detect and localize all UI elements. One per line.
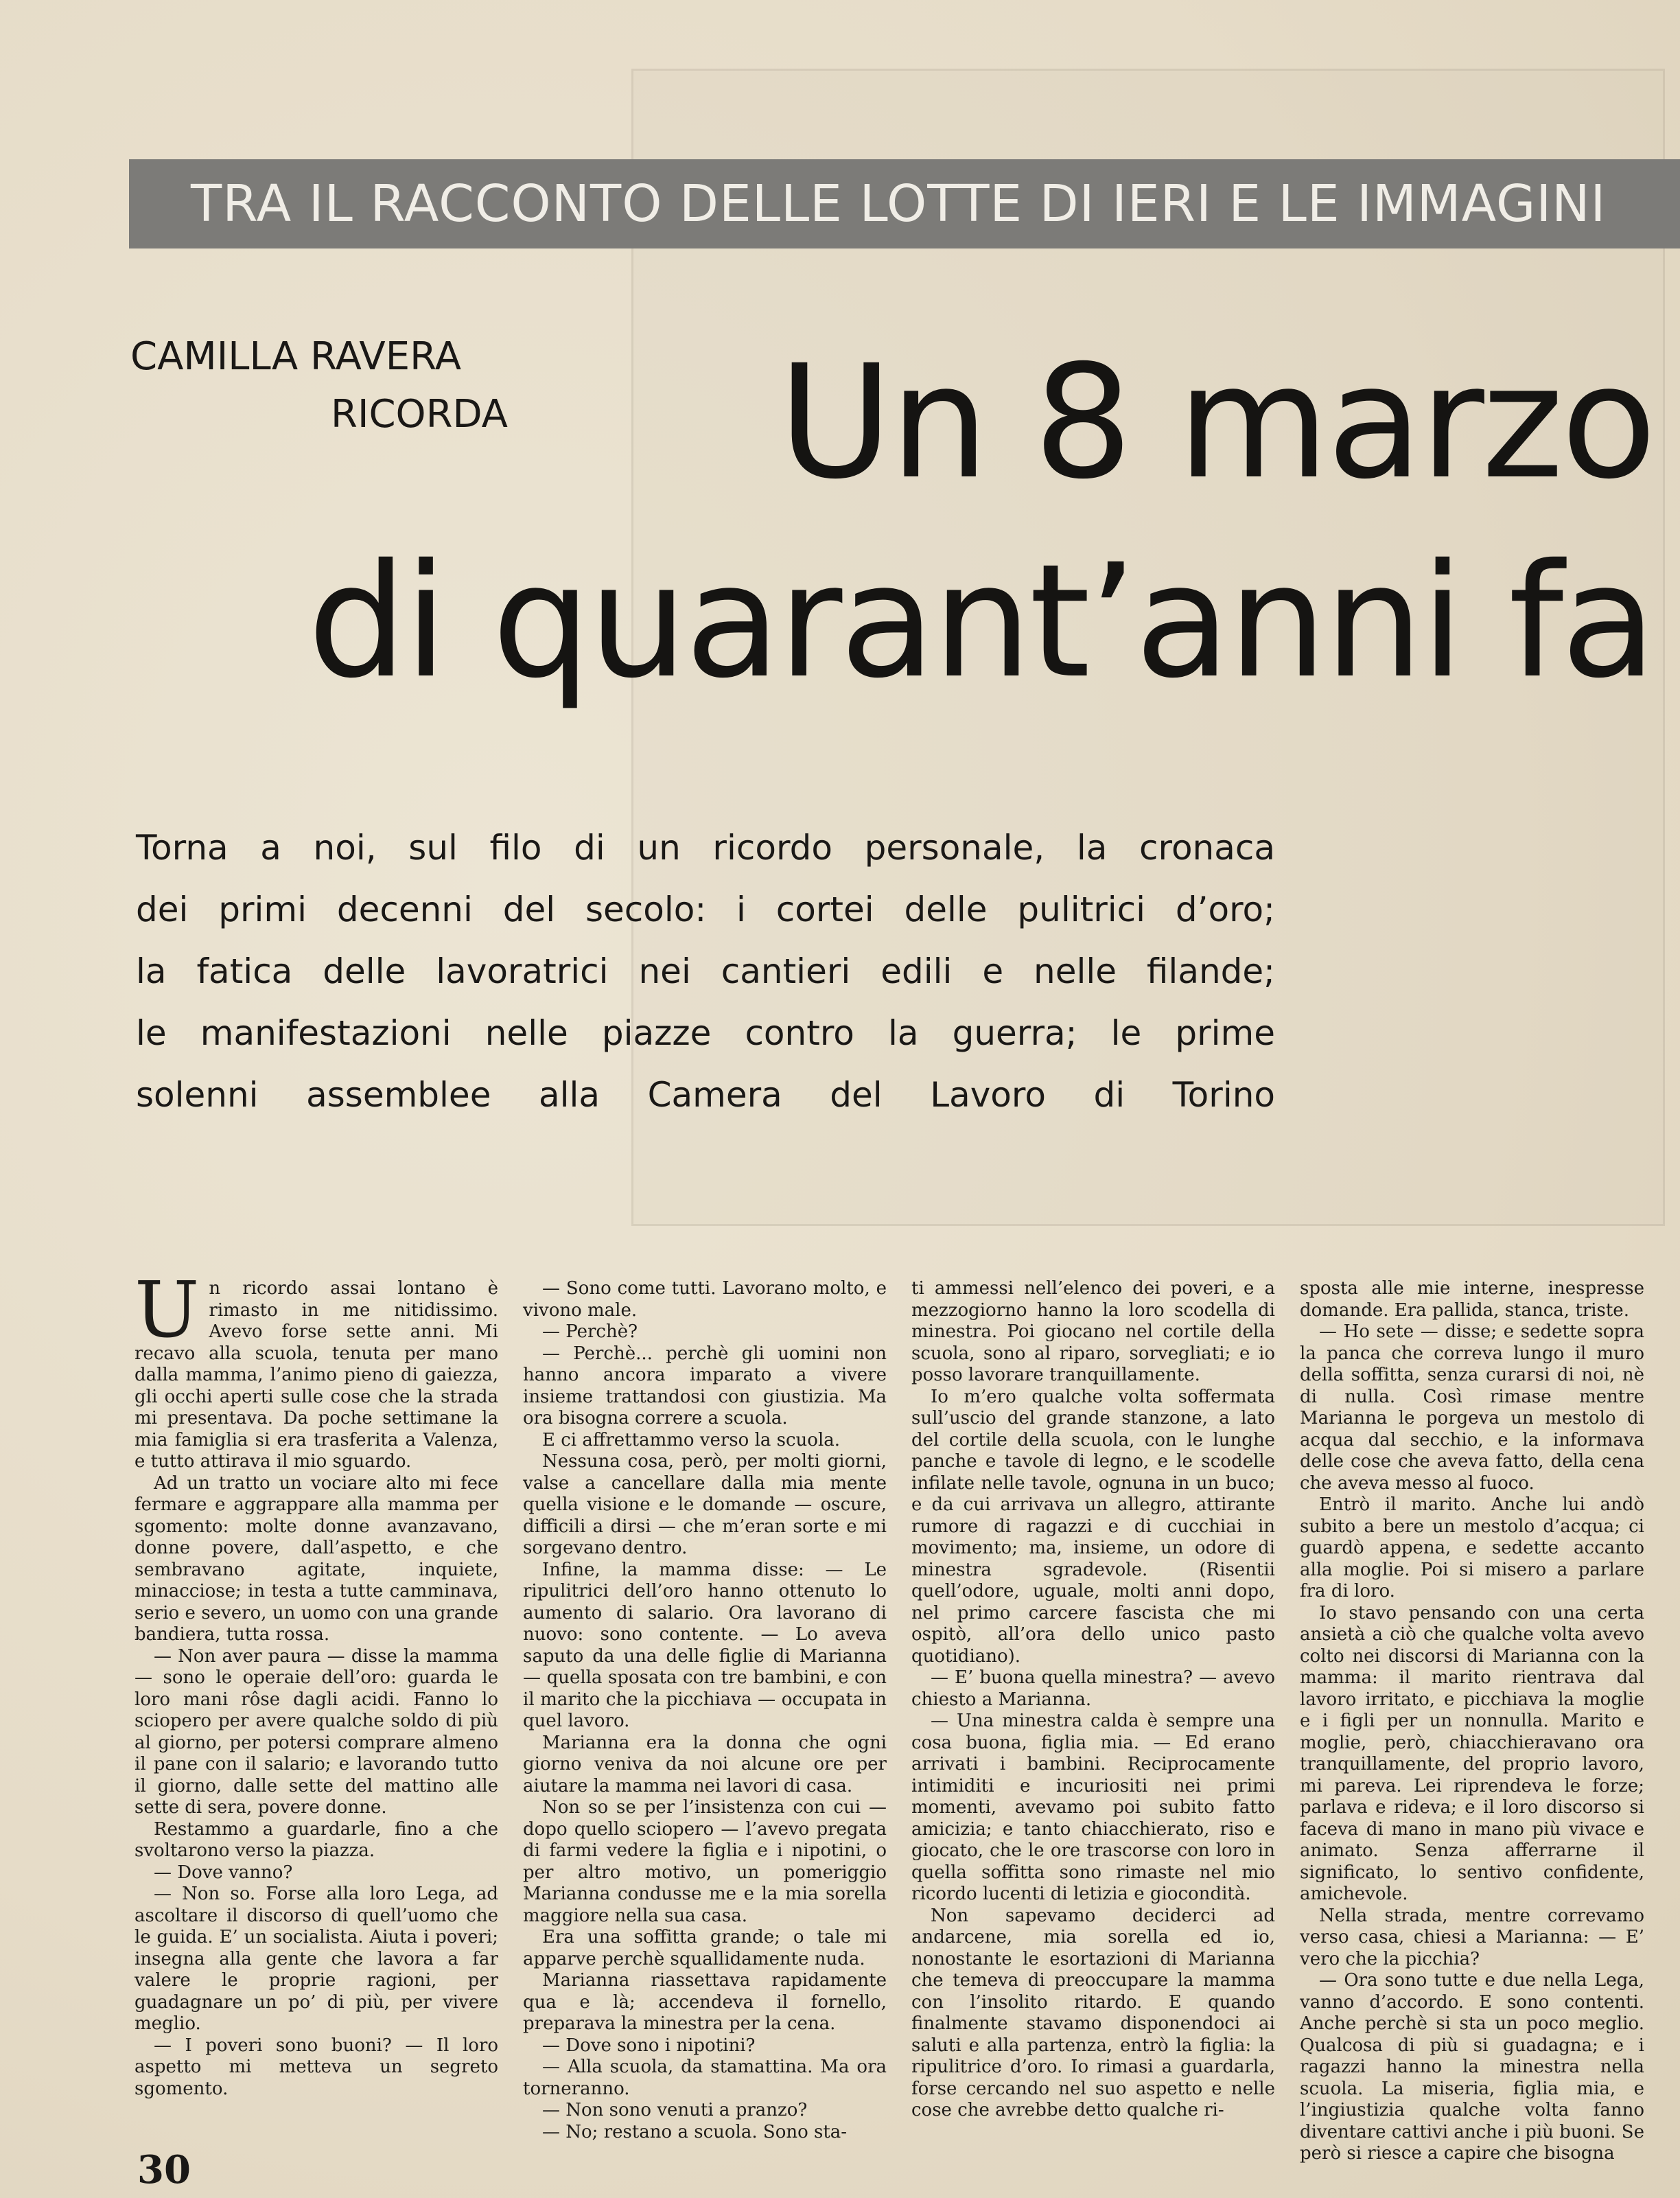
paragraph: Io m’ero qualche volta soffermata sull’uscio del grande stanzone, a lato del cortile della scuola, con le lunghe panche e tavole di legno, e le scodelle infilate nelle tavole, ognuna in un buco; e da cui arrivava un allegro, attirante rumore di ragazzi e di cucchiai in movimento; ma, insieme, un odore di minestra sgradevole. (Risentii quell’odore, uguale, molti anni dopo, nel primo carcere fascista che mi ospitò, all’ora dello unico pasto quotidiano). [911,1386,1275,1667]
subtitle-line: solenni assemblee alla Camera del Lavoro di Torino [136,1075,1275,1115]
paragraph: — Dove sono i nipotini? [542,2035,756,2056]
paragraph: Nessuna cosa, però, per molti giorni, valse a cancellare dalla mia mente quella visione e le domande — oscure, difficili a dirsi — che m’eran sorte e mi sorgevano dentro. [523,1451,887,1558]
paragraph: Marianna era la donna che ogni giorno veniva da noi alcune ore per aiutare la mamma nei lavori di casa. [523,1732,887,1796]
paragraph: Ad un tratto un vociare alto mi fece fermare e aggrappare alla mamma per sgomento: molte donne avanzavano, donne povere, dall’aspetto, e che sembravano agitate, inquiete, minacciose; in testa a tutte camminava, serio e severo, un uomo con una grande bandiera, tutta rossa. [135,1472,498,1645]
subtitle-line: la fatica delle lavoratrici nei cantieri edili e nelle filande; [136,951,1275,991]
subtitle [136,817,1275,1126]
paragraph: Io stavo pensando con una certa ansietà a ciò che qualche volta avevo colto nei discorsi di Marianna con la mamma: il marito rientrava dal lavoro irritato, e picchiava la moglie e i figli per un nonnulla. Marito e moglie, però, chiacchieravano ora tranquillamente, del proprio lavoro, mi pareva. Lei riprendeva le forze; parlava e rideva; e il loro discorso si faceva di mano in mano più vivace e animato. Senza afferrarne il significato, lo sentivo confidente, amichevole. [1300,1602,1644,1904]
paragraph: — Alla scuola, da stamattina. Ma ora torneranno. [523,2057,887,2099]
paragraph: Nella strada, mentre correvamo verso casa, chiesi a Marianna: — E’ vero che la picchia? [1300,1905,1644,1969]
paragraph: — Dove vanno? [154,1862,293,1883]
headline [307,323,1654,721]
article-column-2 [523,1278,887,2143]
headline-line-1: Un 8 marzo [778,331,1654,513]
paragraph-text: n ricordo assai lontano è rimasto in me nitidissimo. Avevo forse sette anni. Mi recavo alla scuola, tenuta per mano dalla mamma, l’animo pieno di gaiezza, gli occhi aperti sulle cose che la strada mi presentava. Da poche settimane la mia famiglia si era trasferita a Valenza, e tutto attirava il mio sguardo. [135,1278,498,1472]
paragraph: sposta alle mie interne, inespresse domande. Era pallida, stanca, triste. [1300,1278,1644,1321]
section-banner: TRA IL RACCONTO DELLE LOTTE DI IERI E LE IMMAGINI [129,159,1680,248]
paragraph: — Sono come tutti. Lavorano molto, e vivono male. [523,1278,887,1321]
paragraph: — Non so. Forse alla loro Lega, ad ascoltare il discorso di quell’uomo che le guida. E’ un socialista. Aiuta i poveri; insegna alla gente che lavora a far valere le proprie ragioni, per guadagnare un po’ di più, per vivere meglio. [135,1884,498,2034]
page-number: 30 [137,2147,191,2193]
paragraph: Non so se per l’insistenza con cui — dopo quello sciopero — l’avevo pregata di farmi vedere la figlia e i nipotini, o per altro motivo, un pomeriggio Marianna condusse me e la mia sorella maggiore nella sua casa. [523,1797,887,1926]
paragraph: — Non sono venuti a pranzo? [542,2100,808,2120]
paragraph: — Ho sete — disse; e sedette sopra la panca che correva lungo il muro della soffitta, senza curarsi di noi, nè di nulla. Così rimase mentre Marianna le porgeva un mestolo di acqua dal secchio, e la informava delle cose che aveva fatto, della cena che aveva messo al fuoco. [1300,1321,1644,1494]
article-body [135,1266,1644,2164]
paragraph: Restammo a guardarle, fino a che svoltarono verso la piazza. [135,1818,498,1861]
paragraph: Non sapevamo deciderci ad andarcene, mia sorella ed io, nonostante le esortazioni di Marianna che temeva di preoccupare la mamma con l’insolito ritardo. E quando finalmente stavamo disponendoci ai saluti e alla partenza, entrò la figlia: la ripulitrice d’oro. Io rimasi a guardarla, forse cercando nel suo aspetto e nelle cose che avrebbe detto qualche ri- [911,1905,1275,2120]
headline-line-2: di quarant’anni fa [307,530,1654,713]
paragraph: E ci affrettammo verso la scuola. [542,1429,841,1450]
paragraph: Marianna riassettava rapidamente qua e là; accendeva il fornello, preparava la minestra per la cena. [523,1970,887,2034]
paragraph: — Non aver paura — disse la mamma — sono le operaie dell’oro: guarda le loro mani rôse dagli acidi. Fanno lo sciopero per avere qualche soldo di più al giorno, per potersi comprare almeno il pane con il salario; e lavorando tutto il giorno, dalle sette del mattino alle sette di sera, povere donne. [135,1645,498,1818]
paragraph: Infine, la mamma disse: — Le ripulitrici dell’oro hanno ottenuto lo aumento di salario. Ora lavorano di nuovo: sono contente. — Lo aveva saputo da una delle figlie di Marianna — quella sposata con tre bambini, e con il marito che la picchiava — occupata in quel lavoro. [523,1559,887,1731]
subtitle-line: Torna a noi, sul filo di un ricordo personale, la cronaca [136,828,1275,868]
article-column-3 [911,1278,1275,2122]
paragraph: — I poveri sono buoni? — Il loro aspetto mi metteva un segreto sgomento. [135,2035,498,2099]
paragraph: ti ammessi nell’elenco dei poveri, e a mezzogiorno hanno la loro scodella di minestra. Poi giocano nel cortile della scuola, sono al riparo, sorvegliati; e io posso lavorare tranquillamente. [911,1278,1275,1385]
paragraph: — E’ buona quella minestra? — avevo chiesto a Marianna. [911,1667,1275,1710]
article-column-4 [1300,1278,1644,2165]
paragraph: — Perchè? [542,1321,638,1342]
drop-cap: U [135,1266,200,1355]
subtitle-line: le manifestazioni nelle piazze contro la guerra; le prime [136,1013,1275,1053]
paragraph [135,1266,498,1473]
paragraph: Era una soffitta grande; o tale mi apparve perchè squallidamente nuda. [523,1927,887,1969]
paragraph: Entrò il marito. Anche lui andò subito a bere un mestolo d’acqua; ci guardò appena, e sedette accanto alla moglie. Poi si misero a parlare fra di loro. [1300,1494,1644,1601]
paragraph: — No; restano a scuola. Sono sta- [542,2121,848,2142]
subtitle-line: dei primi decenni del secolo: i cortei delle pulitrici d’oro; [136,890,1275,929]
kicker-line-2: RICORDA [331,392,508,437]
kicker-line-1: CAMILLA RAVERA [130,334,462,379]
paragraph: — Ora sono tutte e due nella Lega, vanno d’accordo. E sono contenti. Anche perchè si sta un poco meglio. Qualcosa di più si guadagna; e i ragazzi hanno la minestra nella scuola. La miseria, figlia mia, e l’ingiustizia qualche volta fanno diventare cattivi anche i più buoni. Se però si riesce a capire che bisogna [1300,1970,1644,2164]
article-column-1 [135,1266,498,2100]
paragraph: — Una minestra calda è sempre una cosa buona, figlia mia. — Ed erano arrivati i bambini. Reciprocamente intimiditi e incuriositi nei primi momenti, avevamo poi subito fatto amicizia; e tanto chiacchierato, riso e giocato, che le ore trascorse con loro in quella soffitta sono rimaste nel mio ricordo lucenti di letizia e giocondità. [911,1711,1275,1904]
paragraph: — Perchè... perchè gli uomini non hanno ancora imparato a vivere insieme trattandosi con giustizia. Ma ora bisogna correre a scuola. [523,1343,887,1428]
